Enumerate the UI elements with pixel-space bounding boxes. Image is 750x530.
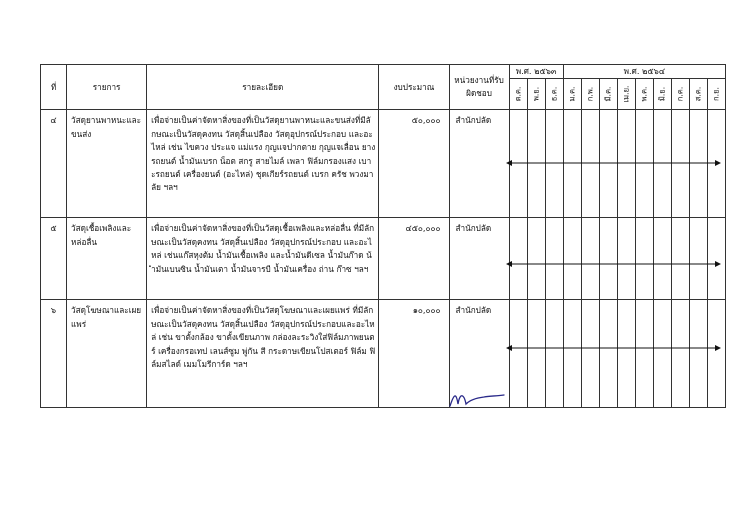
month-aug: ส.ค. [689,79,707,110]
header-budget: งบประมาณ [379,65,449,110]
row-item: วัสดุโฆษณาและเผยแพร่ [67,300,147,408]
month-feb: ก.พ. [581,79,599,110]
header-detail: รายละเอียด [147,65,379,110]
row-item: วัสดุเชื้อเพลิงและหล่อลื่น [67,218,147,300]
row-budget: ๑๐,๐๐๐ [379,300,449,408]
month-dec: ธ.ค. [545,79,563,110]
signature-mark [446,382,506,412]
month-apr: เม.ย. [617,79,635,110]
header-owner: หน่วยงานที่รับผิดชอบ [449,65,509,110]
month-sep: ก.ย. [707,79,725,110]
row-owner: สำนักปลัด [449,218,509,300]
month-jun: มิ.ย. [653,79,671,110]
row-budget: ๕๐,๐๐๐ [379,110,449,218]
row-item: วัสดุยานพาหนะและขนส่ง [67,110,147,218]
header-no: ที่ [41,65,67,110]
month-jul: ก.ค. [671,79,689,110]
row-budget: ๔๕๐,๐๐๐ [379,218,449,300]
header-item: รายการ [67,65,147,110]
row-owner: สำนักปลัด [449,300,509,408]
row-detail: เพื่อจ่ายเป็นค่าจัดหาสิ่งของที่เป็นวัสดุเชื้อเพลิงและหล่อลื่น ที่มีลักษณะเป็นวัสดุคงทน วัสดุสิ้นเปลือง วัสดุอุปกรณ์ประกอบ และอะไหล่ เช่นแก๊สหุงต้ม น้ำมันเชื้อเพลิง และน้ำมันดีเซล น้ำมันก๊าด น้ำมันเบนซิน น้ำมันเตา น้ำมันจารบี น้ำมันเครื่อง ถ่าน ก๊าซ ฯลฯ [147,218,379,300]
header-year-2564: พ.ศ. ๒๕๖๔ [563,65,725,79]
row-detail: เพื่อจ่ายเป็นค่าจัดหาสิ่งของที่เป็นวัสดุโฆษณาและเผยแพร่ ที่มีลักษณะเป็นวัสดุคงทน วัสดุสิ้นเปลือง วัสดุอุปกรณ์ประกอบและอะไหล่ เช่น ขาตั้งกล้อง ขาตั้งเขียนภาพ กล่องละระวิงใส่ฟิล์มภาพยนตร์ เครื่องกรอเทป เลนส์ซูม พู่กัน สี กระดาษเขียนโปสเตอร์ ฟิล์ม ฟิล์มสไลด์ เมมโมรีการ์ด ฯลฯ [147,300,379,408]
row-no: ๔ [41,110,67,218]
header-year-2563: พ.ศ. ๒๕๖๓ [509,65,563,79]
month-oct: ต.ค. [509,79,527,110]
row-no: ๖ [41,300,67,408]
row-no: ๕ [41,218,67,300]
row-owner: สำนักปลัด [449,110,509,218]
row-detail: เพื่อจ่ายเป็นค่าจัดหาสิ่งของที่เป็นวัสดุยานพาหนะและขนส่งที่มีลักษณะเป็นวัสดุคงทน วัสดุสิ้นเปลือง วัสดุอุปกรณ์ประกอบ และอะไหล่ เช่น ไขควง ประแจ แม่แรง กุญแจปากตาย กุญแจเลื่อน ยางรถยนต์ น้ำมันเบรก น็อต สกรู สายไมล์ เพลา ฟิล์มกรองแสง เบาะรถยนต์ เครื่องยนต์ (อะไหล่) ชุดเกียร์รถยนต์ เบรก ครัช พวงมาลัย ฯลฯ [147,110,379,218]
month-mar: มี.ค. [599,79,617,110]
month-jan: ม.ค. [563,79,581,110]
month-may: พ.ค. [635,79,653,110]
month-nov: พ.ย. [527,79,545,110]
